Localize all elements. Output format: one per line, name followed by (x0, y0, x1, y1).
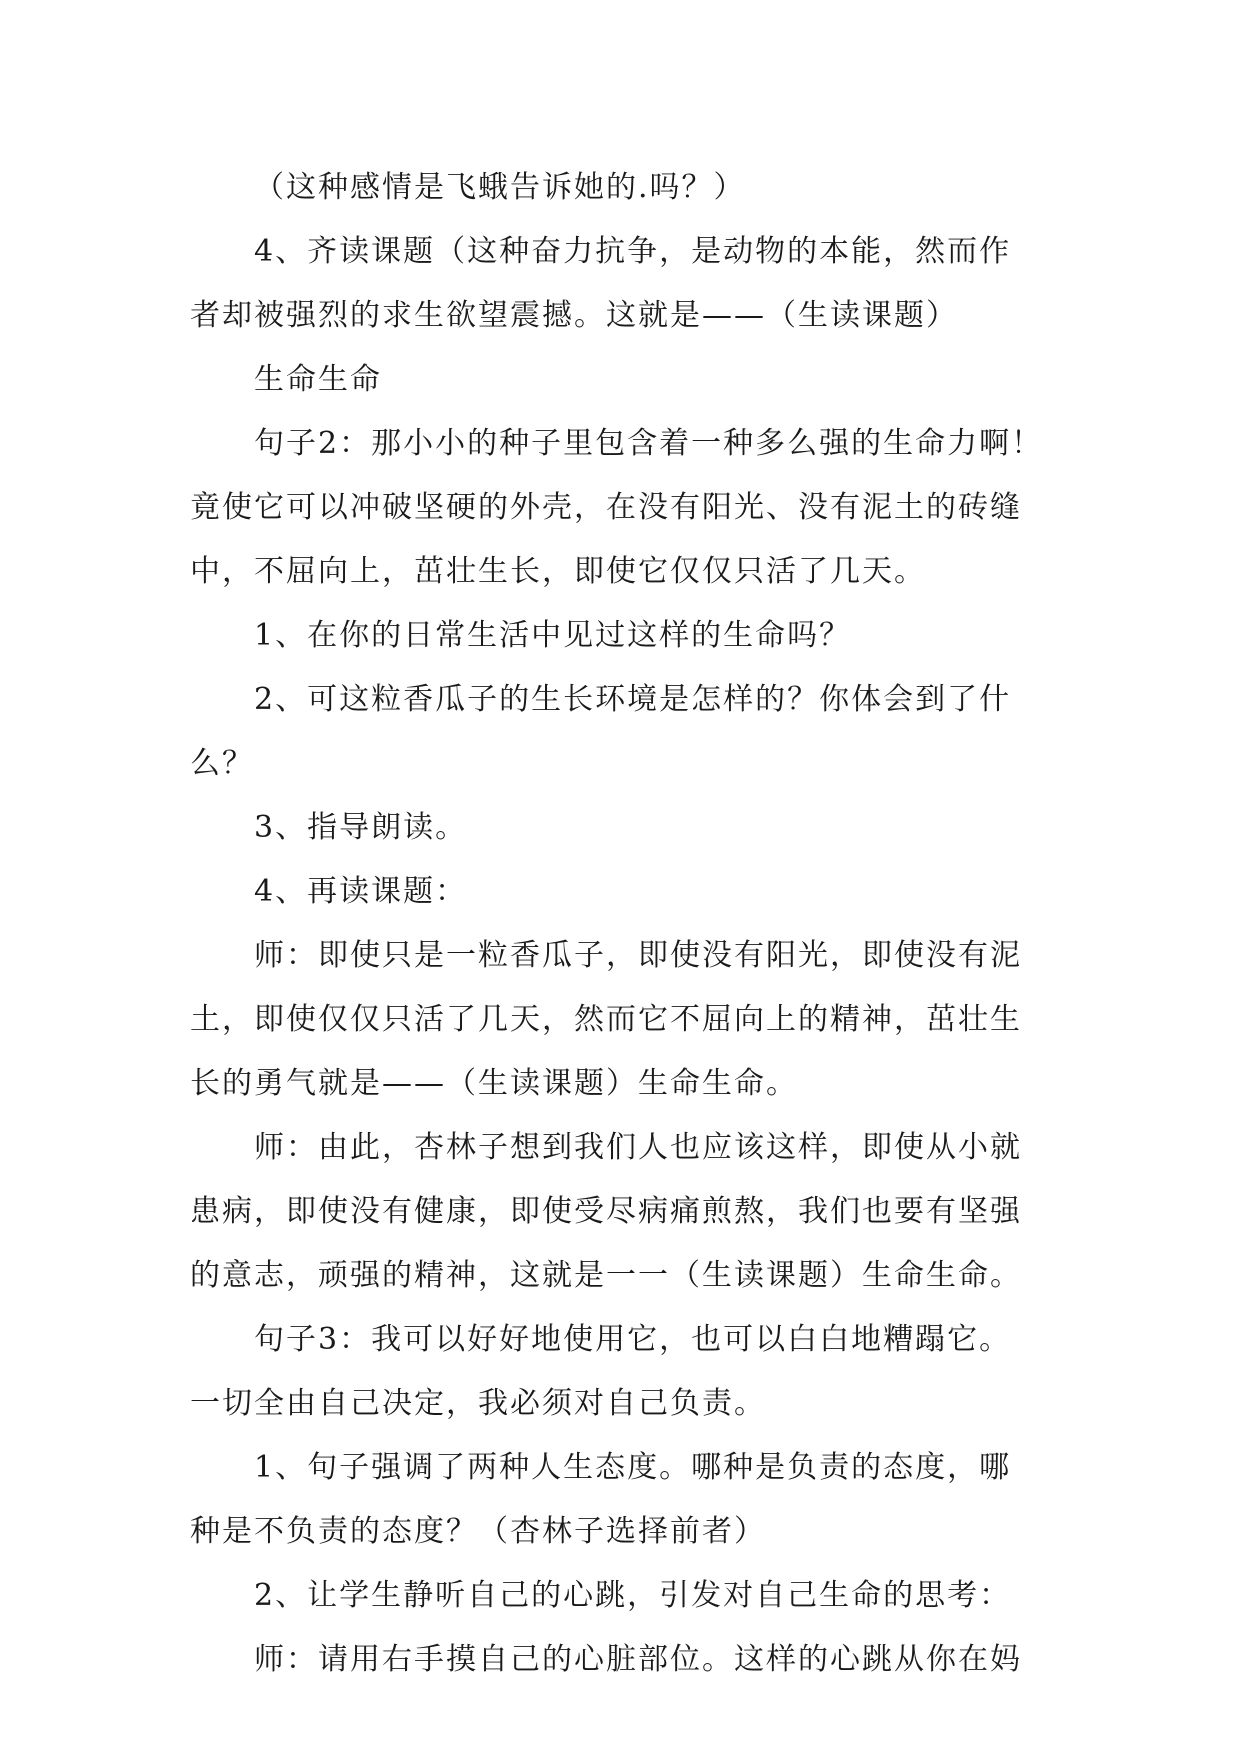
text-line: 4、齐读课题（这种奋力抗争，是动物的本能，然而作 (254, 234, 1012, 269)
text-line: 种是不负责的态度？（杏林子选择前者） (190, 1514, 766, 1549)
text-line: 中，不屈向上，茁壮生长，即使它仅仅只活了几天。 (190, 554, 926, 589)
text-line: 3、指导朗读。 (254, 810, 468, 845)
document-body (190, 156, 1090, 1692)
text-line: 生命生命 (254, 362, 382, 397)
text-line: 4、再读课题： (254, 874, 468, 909)
text-line: 2、可这粒香瓜子的生长环境是怎样的？你体会到了什 (254, 682, 1012, 717)
text-line: 土，即使仅仅只活了几天，然而它不屈向上的精神，茁壮生 (190, 1002, 1022, 1037)
text-line: 么？ (190, 746, 254, 781)
text-line: 一切全由自己决定，我必须对自己负责。 (190, 1386, 766, 1421)
text-line: 者却被强烈的求生欲望震撼。这就是——（生读课题） (190, 298, 958, 333)
text-line: 患病，即使没有健康，即使受尽病痛煎熬，我们也要有坚强 (190, 1194, 1022, 1229)
text-line: 2、让学生静听自己的心跳，引发对自己生命的思考： (254, 1578, 1012, 1613)
text-line: 师：由此，杏林子想到我们人也应该这样，即使从小就 (254, 1130, 1022, 1165)
text-line: 1、在你的日常生活中见过这样的生命吗？ (254, 618, 852, 653)
text-line: 竟使它可以冲破坚硬的外壳，在没有阳光、没有泥土的砖缝 (190, 490, 1022, 525)
text-line: 师：即使只是一粒香瓜子，即使没有阳光，即使没有泥 (254, 938, 1022, 973)
text-line: 句子2：那小小的种子里包含着一种多么强的生命力啊！ (254, 426, 1044, 461)
text-line: 师：请用右手摸自己的心脏部位。这样的心跳从你在妈 (254, 1642, 1022, 1677)
text-line: 1、句子强调了两种人生态度。哪种是负责的态度，哪 (254, 1450, 1012, 1485)
text-line: 长的勇气就是——（生读课题）生命生命。 (190, 1066, 798, 1101)
text-line: 的意志，顽强的精神，这就是一一（生读课题）生命生命。 (190, 1258, 1022, 1293)
text-line: （这种感情是飞蛾告诉她的.吗？） (254, 170, 746, 205)
text-line: 句子3：我可以好好地使用它，也可以白白地糟蹋它。 (254, 1322, 1012, 1357)
